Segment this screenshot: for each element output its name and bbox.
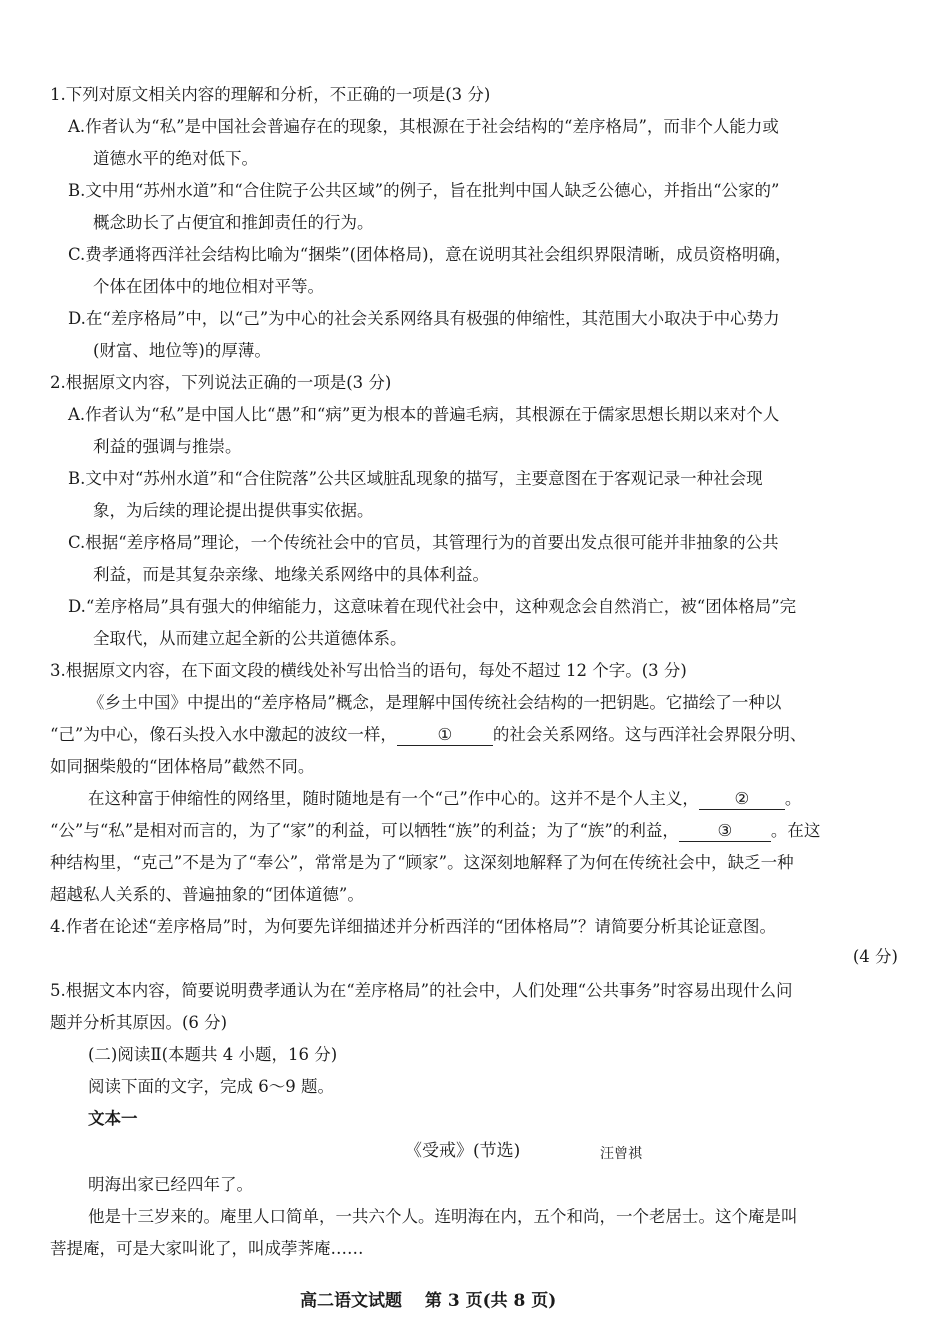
q4-stem: 4.作者在论述“差序格局”时，为何要先详细描述并分析西洋的“团体格局”？请简要分析其论证意图。 [50,917,776,936]
passage-title: 《受戒》(节选) [405,1141,521,1161]
passage-paragraph2-line2: 菩提庵，可是大家叫讹了，叫成荸荠庵…… [50,1239,364,1258]
answer-blank-2[interactable]: ② [699,789,785,810]
q1-option-a-cont: 道德水平的绝对低下。 [93,149,258,168]
q2-option-b-cont: 象，为后续的理论提出提供事实依据。 [93,501,374,520]
q3-text-before-blank2: 在这种富于伸缩性的网络里，随时随地是有一个“己”作中心的。这并不是个人主义， [88,789,699,808]
q3-paragraph2-line4: 超越私人关系的、普遍抽象的“团体道德”。 [50,885,364,904]
section2-heading: (二)阅读Ⅱ(本题共 4 小题，16 分) [88,1045,338,1064]
q3-paragraph2-line3: 种结构里，“克己”不是为了“奉公”，常常是为了“顾家”。这深刻地解释了为何在传统社会中，缺乏一种 [50,853,794,872]
q1-option-b: B.文中用“苏州水道”和“合住院子公共区域”的例子，旨在批判中国人缺乏公德心，并指出“公家的” [68,181,780,200]
q2-option-d-cont: 全取代，从而建立起全新的公共道德体系。 [93,629,407,648]
q1-option-c: C.费孝通将西洋社会结构比喻为“捆柴”(团体格局)，意在说明其社会组织界限清晰，成员资格明确， [68,245,792,264]
passage-paragraph2-line1: 他是十三岁来的。庵里人口简单，一共六个人。连明海在内，五个和尚，一个老居士。这个庵是叫 [88,1207,798,1226]
answer-blank-1[interactable]: ① [397,725,493,746]
q3-paragraph1-line2 [50,724,806,746]
q5-stem-cont: 题并分析其原因。(6 分) [50,1013,228,1032]
q5-stem: 5.根据文本内容，简要说明费孝通认为在“差序格局”的社会中，人们处理“公共事务”时容易出现什么问 [50,981,793,1000]
q3-paragraph2-line2 [50,820,820,842]
q3-text-after-blank1: 的社会关系网络。这与西洋社会界限分明、 [492,725,807,744]
q1-option-a: A.作者认为“私”是中国社会普遍存在的现象，其根源在于社会结构的“差序格局”，而非个人能力或 [68,117,779,136]
q2-option-a: A.作者认为“私”是中国人比“愚”和“病”更为根本的普遍毛病，其根源在于儒家思想长期以来对个人 [68,405,780,424]
answer-blank-3[interactable]: ③ [679,821,771,842]
q3-paragraph2-line1 [88,788,801,810]
q3-paragraph1-line3: 如同捆柴般的“团体格局”截然不同。 [50,757,315,776]
q2-stem: 2.根据原文内容，下列说法正确的一项是(3 分) [50,373,392,392]
q3-text-after-blank2: 。 [784,789,802,808]
q1-stem: 1.下列对原文相关内容的理解和分析，不正确的一项是(3 分) [50,85,491,104]
q1-option-b-cont: 概念助长了占便宜和推卸责任的行为。 [93,213,374,232]
q3-stem: 3.根据原文内容，在下面文段的横线处补写出恰当的语句，每处不超过 12 个字。(3 分) [50,661,687,680]
text-one-label: 文本一 [88,1109,138,1128]
q2-option-d: D.“差序格局”具有强大的伸缩能力，这意味着在现代社会中，这种观念会自然消亡，被“团体格局”完 [68,597,797,616]
section2-instruction: 阅读下面的文字，完成 6～9 题。 [88,1077,334,1096]
q3-text-before-blank3: “公”与“私”是相对而言的，为了“家”的利益，可以牺牲“族”的利益；为了“族”的利益， [50,821,679,840]
page-footer: 高二语文试题 第 3 页(共 8 页) [300,1291,557,1311]
q1-option-c-cont: 个体在团体中的地位相对平等。 [93,277,324,296]
q2-option-a-cont: 利益的强调与推崇。 [93,437,242,456]
q4-score: (4 分) [852,947,898,966]
q2-option-b: B.文中对“苏州水道”和“合住院落”公共区域脏乱现象的描写，主要意图在于客观记录一种社会现 [68,469,763,488]
q3-text-before-blank1: “己”为中心，像石头投入水中激起的波纹一样， [50,725,397,744]
passage-author: 汪曾祺 [600,1146,642,1162]
q1-option-d: D.在“差序格局”中，以“己”为中心的社会关系网络具有极强的伸缩性，其范围大小取决于中心势力 [68,309,780,328]
q2-option-c: C.根据“差序格局”理论，一个传统社会中的官员，其管理行为的首要出发点很可能并非抽象的公共 [68,533,779,552]
q1-option-d-cont: (财富、地位等)的厚薄。 [93,341,271,360]
q3-text-after-blank3: 。在这 [770,821,821,840]
passage-paragraph1: 明海出家已经四年了。 [88,1175,253,1194]
q2-option-c-cont: 利益，而是其复杂亲缘、地缘关系网络中的具体利益。 [93,565,489,584]
q3-paragraph1-line1: 《乡土中国》中提出的“差序格局”概念，是理解中国传统社会结构的一把钥匙。它描绘了一种以 [88,693,782,712]
